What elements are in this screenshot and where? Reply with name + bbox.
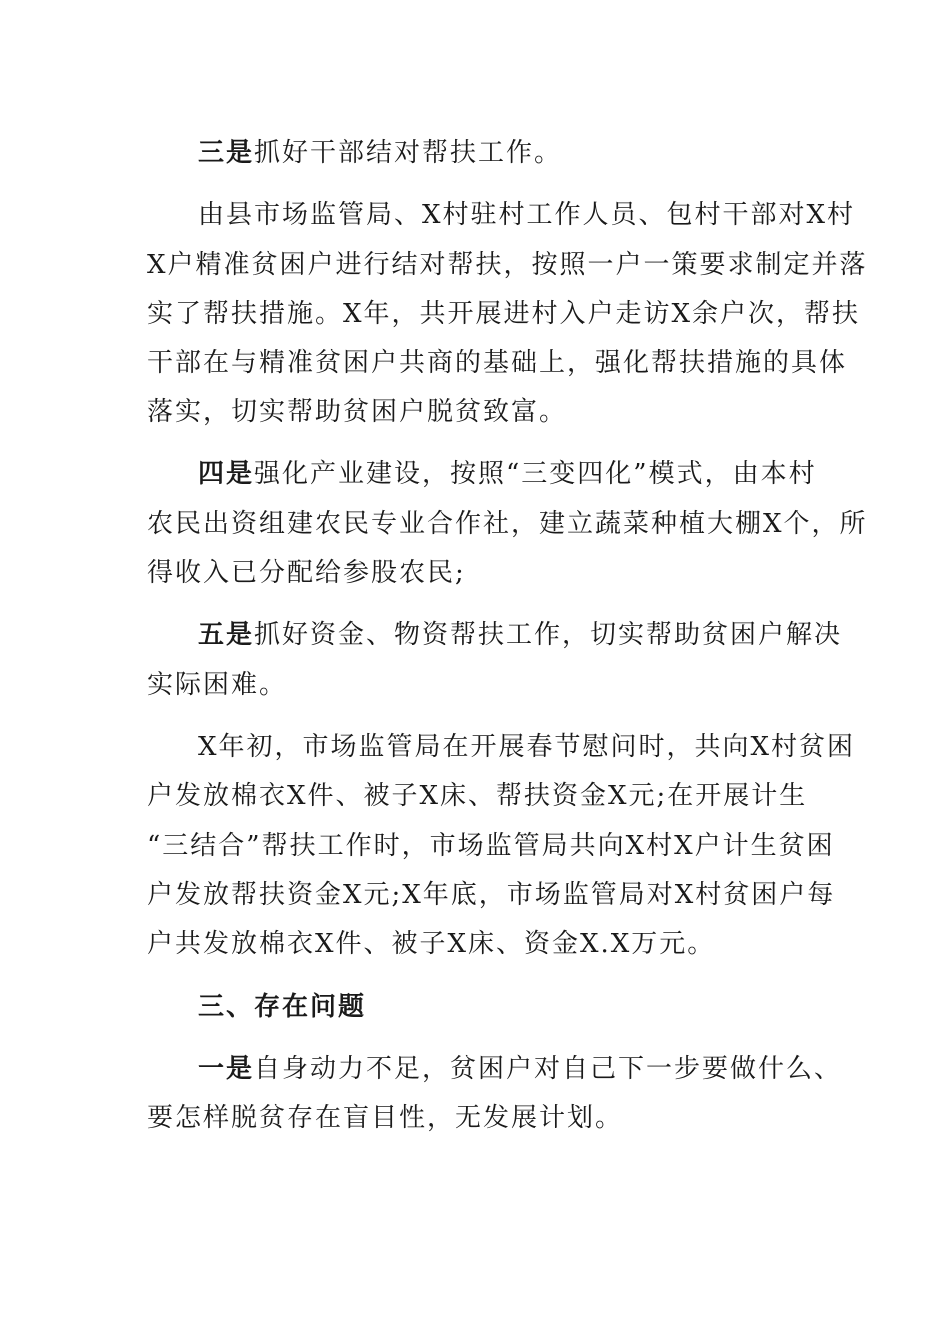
paragraph-line: 户共发放棉衣X件、被子X床、资金X.X万元。 bbox=[147, 929, 716, 959]
paragraph-lead: 三是 bbox=[198, 138, 255, 168]
paragraph-line bbox=[198, 459, 817, 489]
paragraph-line: 户发放帮扶资金X元;X年底，市场监管局对X村贫困户每 bbox=[147, 880, 836, 910]
paragraph-line bbox=[198, 138, 562, 168]
paragraph-lead: 四是 bbox=[198, 459, 255, 489]
paragraph-line bbox=[198, 620, 842, 650]
paragraph-line: 农民出资组建农民专业合作社，建立蔬菜种植大棚X个，所 bbox=[147, 509, 868, 539]
paragraph-line: 实际困难。 bbox=[147, 670, 288, 700]
section-heading: 三、存在问题 bbox=[198, 992, 367, 1022]
paragraph-text: 抓好干部结对帮扶工作。 bbox=[254, 138, 563, 168]
paragraph-line: 落实，切实帮助贫困户脱贫致富。 bbox=[147, 397, 568, 427]
paragraph-line: 得收入已分配给参股农民; bbox=[147, 558, 466, 588]
paragraph-line: 实了帮扶措施。X年，共开展进村入户走访X余户次，帮扶 bbox=[147, 299, 861, 329]
paragraph-lead: 五是 bbox=[198, 620, 255, 650]
paragraph-line: 由县市场监管局、X村驻村工作人员、包村干部对X村 bbox=[198, 200, 856, 230]
paragraph-line: 干部在与精准贫困户共商的基础上，强化帮扶措施的具体 bbox=[147, 348, 848, 378]
paragraph-line bbox=[198, 1054, 842, 1084]
paragraph-line: 户发放棉衣X件、被子X床、帮扶资金X元;在开展计生 bbox=[147, 781, 808, 811]
paragraph-text: 抓好资金、物资帮扶工作，切实帮助贫困户解决 bbox=[254, 620, 843, 650]
paragraph-line: X年初，市场监管局在开展春节慰问时，共向X村贫困 bbox=[198, 732, 856, 762]
paragraph-line: 要怎样脱贫存在盲目性，无发展计划。 bbox=[147, 1103, 624, 1133]
paragraph-lead: 一是 bbox=[198, 1054, 255, 1084]
paragraph-line: X户精准贫困户进行结对帮扶，按照一户一策要求制定并落 bbox=[147, 250, 868, 280]
paragraph-text: 强化产业建设，按照“三变四化”模式，由本村 bbox=[254, 459, 817, 489]
paragraph-line: “三结合”帮扶工作时，市场监管局共向X村X户计生贫困 bbox=[147, 831, 835, 861]
paragraph-text: 自身动力不足，贫困户对自己下一步要做什么、 bbox=[254, 1054, 843, 1084]
